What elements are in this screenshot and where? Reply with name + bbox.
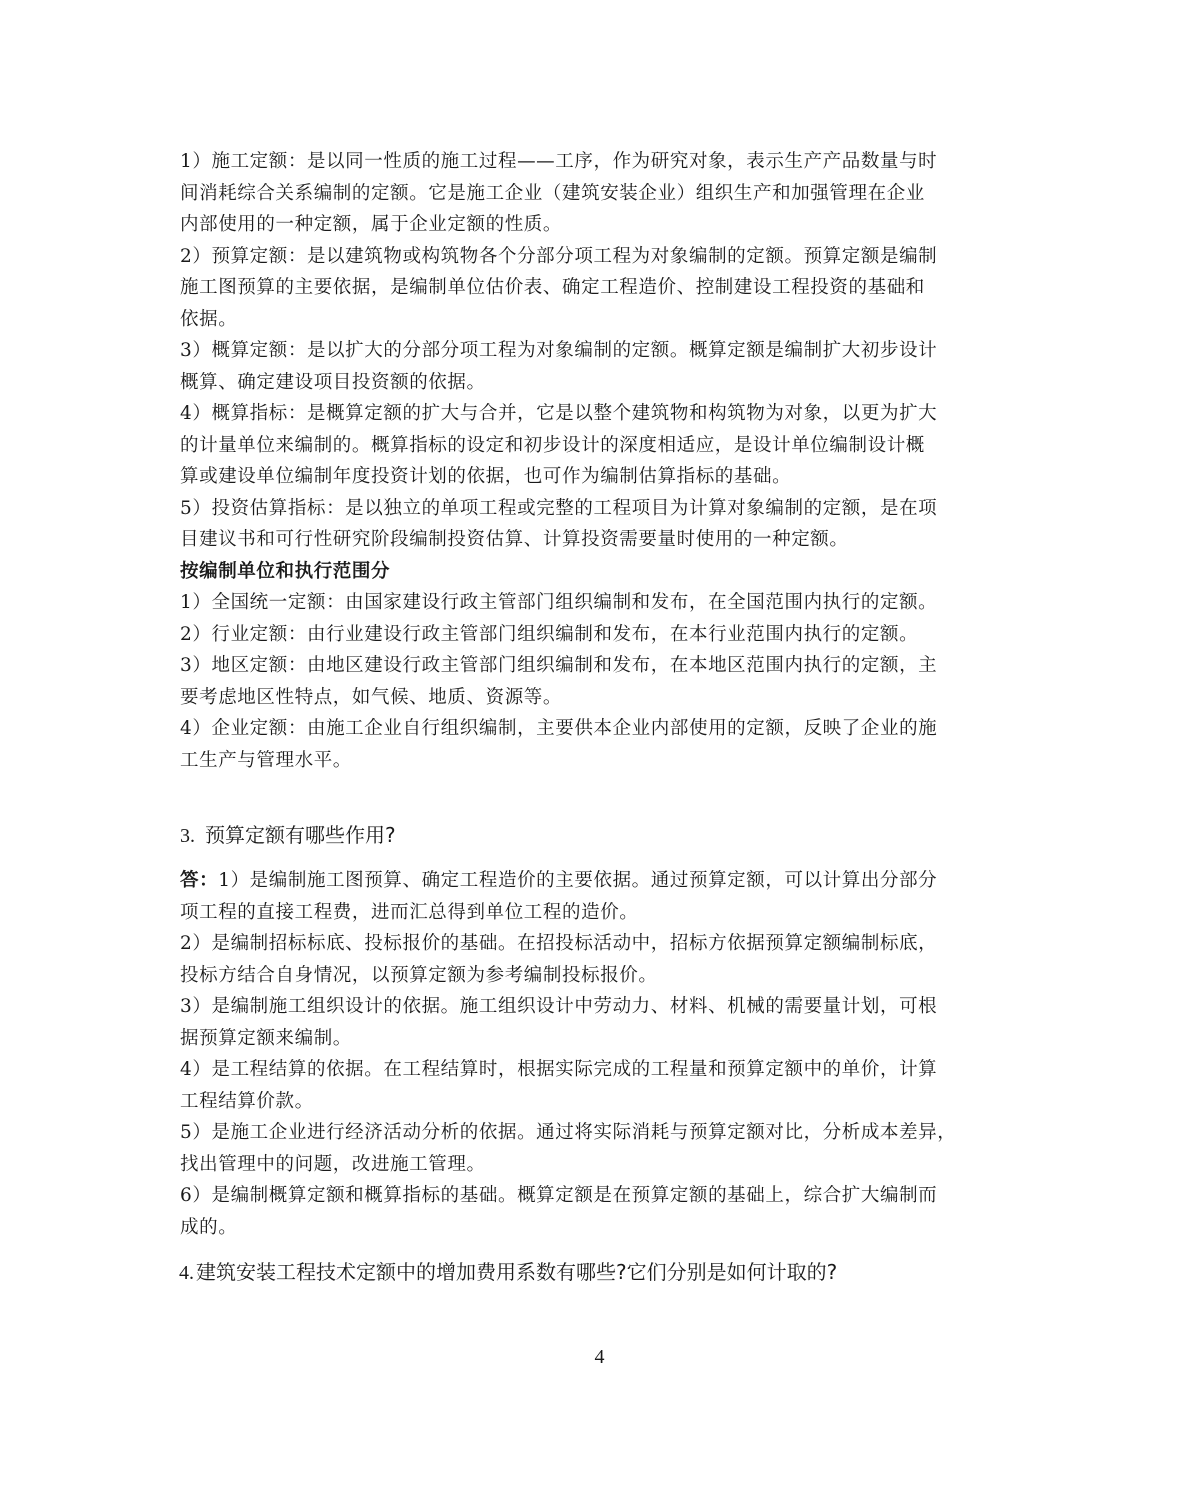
answer-3 [180, 865, 1020, 1243]
question-3-text: 预算定额有哪些作用? [205, 823, 396, 847]
question-4-number: 4. [179, 1262, 194, 1284]
text-line: 算或建设单位编制年度投资计划的依据，也可作为编制估算指标的基础。 [180, 466, 792, 487]
paragraph [180, 335, 1020, 398]
text-line: 2）预算定额：是以建筑物或构筑物各个分部分项工程为对象编制的定额。预算定额是编制 [180, 245, 938, 267]
text-line: 3）是编制施工组织设计的依据。施工组织设计中劳动力、材料、机械的需要量计划，可根 [180, 996, 938, 1017]
text-line: 2）行业定额：由行业建设行政主管部门组织编制和发布，在本行业范围内执行的定额。 [180, 623, 919, 645]
text-line: 找出管理中的问题，改进施工管理。 [180, 1153, 486, 1175]
answer-3-first-line [180, 865, 1020, 897]
quota-types-by-scope [180, 587, 1020, 776]
question-3 [180, 820, 1020, 851]
text-line: 4）概算指标：是概算定额的扩大与合并，它是以整个建筑物和构筑物为对象，以更为扩大 [180, 403, 938, 424]
text-line: 5）投资估算指标：是以独立的单项工程或完整的工程项目为计算对象编制的定额，是在项 [180, 497, 938, 519]
text-line: 内部使用的一种定额，属于企业定额的性质。 [180, 214, 563, 235]
text-line: 6）是编制概算定额和概算指标的基础。概算定额是在预算定额的基础上，综合扩大编制而 [180, 1185, 938, 1206]
paragraph [180, 493, 1020, 556]
answer-label: 答： [180, 870, 219, 891]
paragraph [180, 928, 1020, 991]
page-number: 4 [594, 1346, 605, 1368]
paragraph [180, 991, 1020, 1054]
paragraph [180, 713, 1020, 776]
paragraph [180, 398, 1020, 493]
text-line: 1）全国统一定额：由国家建设行政主管部门组织编制和发布，在全国范围内执行的定额。 [180, 592, 938, 613]
answer-3-paragraphs [180, 897, 1020, 1244]
text-line: 工生产与管理水平。 [180, 749, 352, 771]
text-line: 1）施工定额：是以同一性质的施工过程——工序，作为研究对象，表示生产产品数量与时 [180, 151, 938, 172]
section-subheading: 按编制单位和执行范围分 [180, 560, 391, 582]
text-line: 4）企业定额：由施工企业自行组织编制，主要供本企业内部使用的定额，反映了企业的施 [180, 718, 938, 739]
paragraph [180, 650, 1020, 713]
paragraph [180, 1054, 1020, 1117]
paragraph [180, 587, 1020, 619]
text-line: 成的。 [180, 1216, 238, 1238]
text-line: 5）是施工企业进行经济活动分析的依据。通过将实际消耗与预算定额对比，分析成本差异， [180, 1122, 957, 1143]
answer-3-first-paragraph [180, 865, 1020, 897]
text-line: 据预算定额来编制。 [180, 1027, 352, 1049]
text-line: 施工图预算的主要依据，是编制单位估价表、确定工程造价、控制建设工程投资的基础和 [180, 277, 925, 298]
text-line: 概算、确定建设项目投资额的依据。 [180, 371, 486, 393]
text-line: 3）地区定额：由地区建设行政主管部门组织编制和发布，在本地区范围内执行的定额，主 [180, 655, 938, 676]
text-line: 依据。 [180, 308, 238, 330]
text-line: 要考虑地区性特点，如气候、地质、资源等。 [180, 686, 563, 708]
paragraph [180, 619, 1020, 651]
paragraph [180, 146, 1020, 241]
question-3-number: 3. [180, 825, 195, 847]
paragraph [180, 897, 1020, 929]
paragraph [180, 241, 1020, 336]
question-4 [179, 1257, 1020, 1288]
text-line: 4）是工程结算的依据。在工程结算时，根据实际完成的工程量和预算定额中的单价，计算 [180, 1059, 938, 1080]
text-line: 3）概算定额：是以扩大的分部分项工程为对象编制的定额。概算定额是编制扩大初步设计 [180, 340, 938, 361]
text-line: 工程结算价款。 [180, 1090, 314, 1112]
text-line: 间消耗综合关系编制的定额。它是施工企业（建筑安装企业）组织生产和加强管理在企业 [180, 182, 925, 204]
text-line: 目建议书和可行性研究阶段编制投资估算、计算投资需要量时使用的一种定额。 [180, 529, 849, 550]
text-line: 投标方结合自身情况，以预算定额为参考编制投标报价。 [180, 964, 658, 986]
paragraph [180, 1180, 1020, 1243]
document-page [180, 146, 1020, 1288]
answer-3-first-line-text: 1）是编制施工图预算、确定工程造价的主要依据。通过预算定额，可以计算出分部分 [218, 870, 938, 891]
paragraph [180, 1117, 1020, 1180]
text-line: 项工程的直接工程费，进而汇总得到单位工程的造价。 [180, 901, 639, 923]
text-line: 2）是编制招标标底、投标报价的基础。在招投标活动中，招标方依据预算定额编制标底， [180, 933, 938, 954]
text-line: 的计量单位来编制的。概算指标的设定和初步设计的深度相适应，是设计单位编制设计概 [180, 434, 925, 456]
quota-types-by-purpose [180, 146, 1020, 556]
question-4-text: 建筑安装工程技术定额中的增加费用系数有哪些?它们分别是如何计取的? [196, 1260, 838, 1284]
